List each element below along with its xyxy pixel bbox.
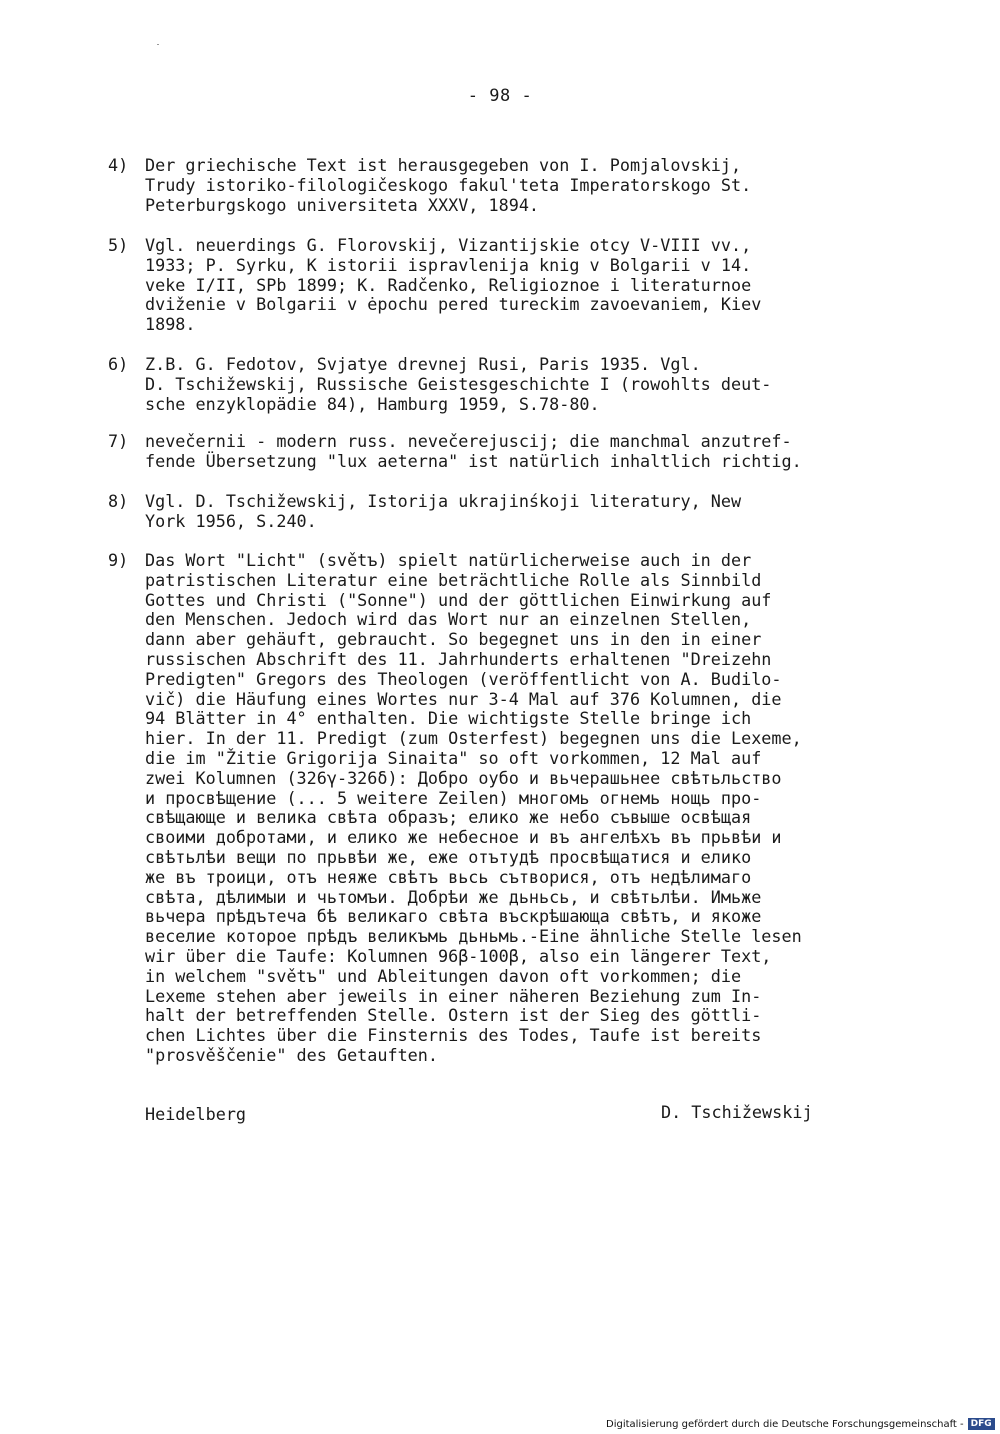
footnote-line: 1933; P. Syrku, K istorii ispravlenija knig v Bolgarii v 14. bbox=[145, 254, 752, 275]
footnote-line: свѣтьлѣи вещи по прьвѣи же, еже отътудѣ просвѣщатися и елико bbox=[145, 846, 752, 867]
footnote-5 bbox=[108, 492, 918, 532]
footnote-2 bbox=[108, 236, 918, 335]
footnote-line: своими добротами, и елико же небесное и въ ангелѣхъ въ прьвѣи и bbox=[145, 827, 782, 848]
footnote-line: веселие которое прѣдъ великъмь дьньмь.-Eine ähnliche Stelle lesen bbox=[145, 926, 802, 947]
footnote-line: Gottes und Christi ("Sonne") und der göttlichen Einwirkung auf bbox=[145, 589, 772, 610]
footnote-line: hier. In der 11. Predigt (zum Osterfest) begegnen uns die Lexeme, bbox=[145, 728, 802, 749]
signature-author: D. Tschižewskij bbox=[661, 1102, 813, 1122]
footnote-line: zwei Kolumnen (326γ-326δ): Добро оубо и вьчерашьнее свѣтьльство bbox=[145, 767, 782, 788]
dfg-logo: DFG bbox=[968, 1418, 995, 1430]
footnote-number: 6) bbox=[108, 354, 129, 374]
footnote-line: York 1956, S.240. bbox=[145, 510, 317, 531]
footnote-line: Peterburgskogo universiteta XXXV, 1894. bbox=[145, 194, 540, 215]
footer-text: Digitalisierung gefördert durch die Deutsche Forschungsgemeinschaft - bbox=[606, 1419, 964, 1430]
footnote-line: D. Tschižewskij, Russische Geistesgeschichte I (rowohlts deut- bbox=[145, 373, 772, 394]
footnote-number: 4) bbox=[108, 155, 129, 175]
footnote-line: свѣта, дѣлимыи и чьтомъи. Добрѣи же дьньсь, и свѣтьлѣи. Имьже bbox=[145, 886, 762, 907]
footnote-4 bbox=[108, 432, 918, 472]
footnote-line: in welchem "světъ" und Ableitungen davon oft vorkommen; die bbox=[145, 965, 742, 986]
footnote-line: halt der betreffenden Stelle. Ostern ist der Sieg des göttli- bbox=[145, 1005, 762, 1026]
footnote-number: 9) bbox=[108, 550, 129, 570]
footnote-line: die im "Žitie Grigorija Sinaita" so oft vorkommen, 12 Mal auf bbox=[145, 747, 762, 768]
footnote-line: 94 Blätter in 4° enthalten. Die wichtigste Stelle bringe ich bbox=[145, 708, 752, 729]
footnote-line: Z.B. G. Fedotov, Svjatye drevnej Rusi, Paris 1935. Vgl. bbox=[145, 354, 701, 374]
footnote-line: Lexeme stehen aber jeweils in einer näheren Beziehung zum In- bbox=[145, 985, 762, 1006]
footnote-number: 7) bbox=[108, 431, 129, 451]
footnote-line: Trudy istoriko-filologičeskogo fakul'teta Imperatorskogo St. bbox=[145, 174, 752, 195]
footnote-line: russischen Abschrift des 11. Jahrhunderts erhaltenen "Dreizehn bbox=[145, 648, 772, 669]
footnote-line: 1898. bbox=[145, 314, 196, 335]
footnote-line: den Menschen. Jedoch wird das Wort nur an einzelnen Stellen, bbox=[145, 609, 752, 630]
footnote-line: Das Wort "Licht" (světъ) spielt natürlicherweise auch in der bbox=[145, 550, 752, 570]
footnote-line: chen Lichtes über die Finsternis des Todes, Taufe ist bereits bbox=[145, 1025, 762, 1046]
footnote-line: и просвѣщение (... 5 weitere Zeilen) многомь огнемь нощь про- bbox=[145, 787, 762, 808]
footnote-line: Vgl. D. Tschižewskij, Istorija ukrajinśkoji literatury, New bbox=[145, 491, 742, 511]
footnote-number: 5) bbox=[108, 235, 129, 255]
footnote-number: 8) bbox=[108, 491, 129, 511]
footnote-line: dviženie v Bolgarii v ėpochu pered tureckim zavoevaniem, Kiev bbox=[145, 294, 762, 315]
footnote-line: свѣщающе и велика свѣта образъ; елико же небо съвыше освѣщая bbox=[145, 807, 752, 828]
footnote-line: вьчера прѣдътеча бѣ великаго свѣта въскрѣшающа свѣтъ, и якоже bbox=[145, 906, 762, 927]
page-number: - 98 - bbox=[467, 86, 533, 106]
footnote-line: Der griechische Text ist herausgegeben von I. Pomjalovskij, bbox=[145, 155, 742, 175]
footnote-line: Predigten" Gregors des Theologen (veröffentlicht von A. Budilo- bbox=[145, 668, 782, 689]
footnote-line: sche enzyklopädie 84), Hamburg 1959, S.78-80. bbox=[145, 393, 600, 414]
signature-place: Heidelberg bbox=[145, 1104, 247, 1124]
footnote-1 bbox=[108, 156, 918, 215]
footnote-line: patristischen Literatur eine beträchtliche Rolle als Sinnbild bbox=[145, 569, 762, 590]
footnote-line: veke I/II, SPb 1899; K. Radčenko, Religioznoe i literaturnoe bbox=[145, 274, 752, 295]
footnote-line: fende Übersetzung "lux aeterna" ist natürlich inhaltlich richtig. bbox=[145, 450, 802, 471]
footnote-3 bbox=[108, 355, 918, 414]
footnote-line: dann aber gehäuft, gebraucht. So begegnet uns in den in einer bbox=[145, 629, 762, 650]
footnote-line: nevečernii - modern russ. nevečerejuscij; die manchmal anzutref- bbox=[145, 431, 792, 451]
footnote-line: "prosvěščenie" des Getauften. bbox=[145, 1044, 438, 1065]
funding-footer bbox=[606, 1418, 995, 1432]
footnote-line: wir über die Taufe: Kolumnen 96β-100β, also ein längerer Text, bbox=[145, 945, 772, 966]
footnote-6 bbox=[108, 551, 918, 1066]
footnote-line: же въ троици, отъ неяже свѣтъ вьсь сътворися, отъ недѣлимаго bbox=[145, 866, 752, 887]
footnote-line: Vgl. neuerdings G. Florovskij, Vizantijskie otcy V-VIII vv., bbox=[145, 235, 752, 255]
scan-speck bbox=[157, 44, 159, 45]
footnote-line: vič) die Häufung eines Wortes nur 3-4 Mal auf 376 Kolumnen, die bbox=[145, 688, 782, 709]
